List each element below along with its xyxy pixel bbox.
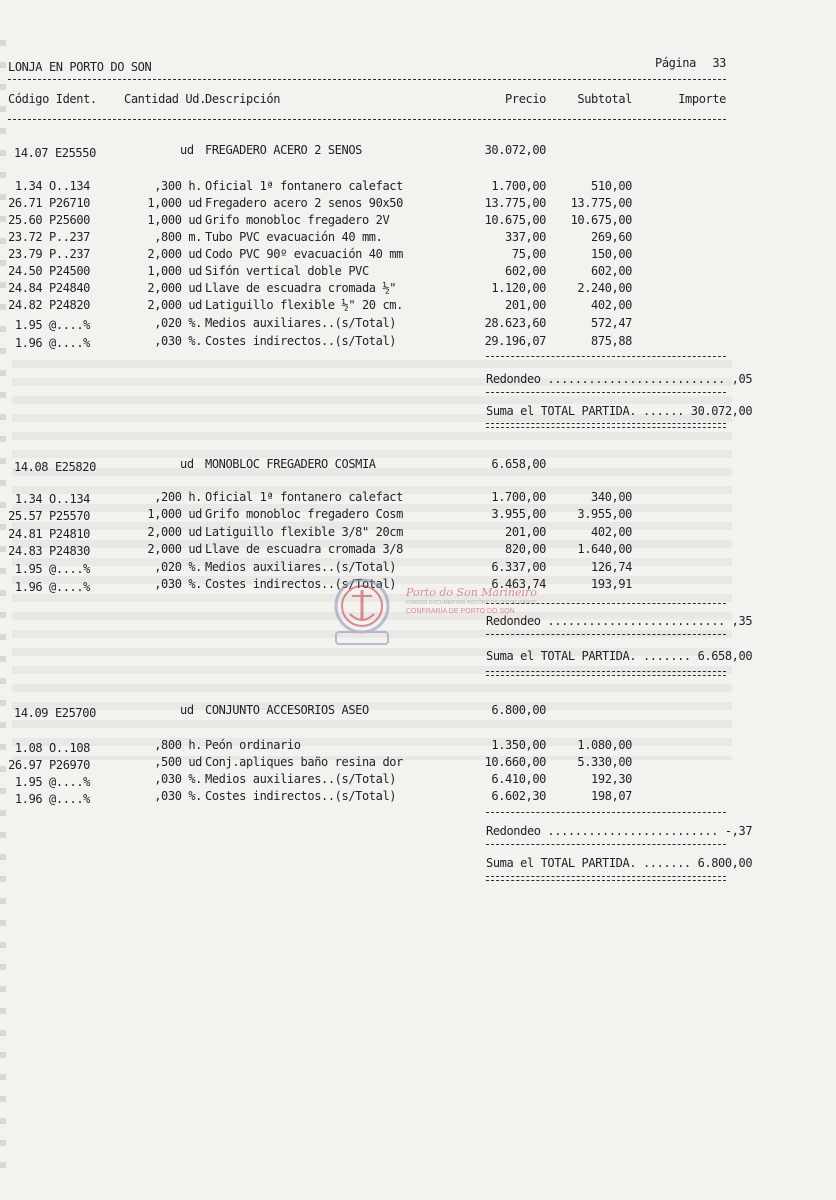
line-code: 1.34 O..134 [14, 179, 90, 193]
line-desc: Grifo monobloc fregadero 2V [205, 213, 390, 227]
line-desc: Costes indirectos..(s/Total) [205, 577, 397, 591]
line-price: 6.602,30 [491, 789, 546, 803]
line-subtotal: 402,00 [591, 525, 632, 539]
partida-unit: ud [180, 457, 194, 471]
col-importe: Importe [678, 92, 726, 106]
binding-holes [0, 40, 6, 1180]
line-qty: ,030 %. [154, 334, 202, 348]
line-price: 201,00 [505, 298, 546, 312]
line-subtotal: 602,00 [591, 264, 632, 278]
line-subtotal: 10.675,00 [570, 213, 632, 227]
partida-price: 30.072,00 [484, 143, 546, 157]
header-rule [8, 79, 726, 80]
line-subtotal: 192,30 [591, 772, 632, 786]
line-qty: ,020 %. [154, 560, 202, 574]
partida-description: MONOBLOC FREGADERO COSMIA [205, 457, 376, 471]
line-code: 24.50 P24500 [8, 264, 90, 278]
line-qty: ,030 %. [154, 772, 202, 786]
columns-rule [8, 119, 726, 120]
line-price: 1.350,00 [491, 738, 546, 752]
line-code: 23.79 P..237 [8, 247, 90, 261]
line-code: 1.96 @....% [14, 580, 90, 594]
line-code: 1.96 @....% [14, 792, 90, 806]
subtotal-rule [486, 392, 726, 393]
line-desc: Costes indirectos..(s/Total) [205, 789, 397, 803]
line-price: 13.775,00 [484, 196, 546, 210]
line-price: 28.623,60 [484, 316, 546, 330]
line-desc: Costes indirectos..(s/Total) [205, 334, 397, 348]
line-desc: Llave de escuadra cromada ½" [205, 281, 397, 295]
line-subtotal: 572,47 [591, 316, 632, 330]
line-desc: Latiguillo flexible ½" 20 cm. [205, 298, 403, 312]
line-code: 1.08 O..108 [14, 741, 90, 755]
line-subtotal: 5.330,00 [577, 755, 632, 769]
page-label: Página [655, 56, 696, 70]
partida-description: FREGADERO ACERO 2 SENOS [205, 143, 362, 157]
total-double-rule [486, 671, 726, 676]
line-code: 1.95 @....% [14, 775, 90, 789]
line-price: 820,00 [505, 542, 546, 556]
col-cantidad-ud: Cantidad Ud. [124, 92, 206, 106]
line-desc: Tubo PVC evacuación 40 mm. [205, 230, 383, 244]
subtotal-rule [486, 812, 726, 813]
partida-unit: ud [180, 703, 194, 717]
line-code: 1.96 @....% [14, 336, 90, 350]
line-code: 1.95 @....% [14, 318, 90, 332]
subtotal-rule [486, 844, 726, 845]
line-subtotal: 1.080,00 [577, 738, 632, 752]
line-qty: 2,000 ud [147, 525, 202, 539]
line-price: 1.120,00 [491, 281, 546, 295]
col-code-ident: Código Ident. [8, 92, 97, 106]
line-code: 1.95 @....% [14, 562, 90, 576]
line-desc: Oficial 1ª fontanero calefact [205, 179, 403, 193]
partida-code: 14.07 E25550 [14, 146, 96, 160]
line-qty: ,800 h. [154, 738, 202, 752]
line-price: 6.463,74 [491, 577, 546, 591]
line-price: 337,00 [505, 230, 546, 244]
line-subtotal: 875,88 [591, 334, 632, 348]
line-qty: 1,000 ud [147, 196, 202, 210]
line-qty: 2,000 ud [147, 542, 202, 556]
line-code: 25.60 P25600 [8, 213, 90, 227]
partida-price: 6.800,00 [491, 703, 546, 717]
line-price: 10.675,00 [484, 213, 546, 227]
line-price: 10.660,00 [484, 755, 546, 769]
line-subtotal: 269,60 [591, 230, 632, 244]
line-subtotal: 150,00 [591, 247, 632, 261]
line-code: 26.97 P26970 [8, 758, 90, 772]
line-subtotal: 510,00 [591, 179, 632, 193]
line-code: 1.34 O..134 [14, 492, 90, 506]
line-price: 3.955,00 [491, 507, 546, 521]
redondeo-line: Redondeo .......................... ,35 [486, 614, 753, 628]
line-desc: Codo PVC 90º evacuación 40 mm [205, 247, 403, 261]
line-subtotal: 3.955,00 [577, 507, 632, 521]
line-code: 26.71 P26710 [8, 196, 90, 210]
line-code: 24.81 P24810 [8, 527, 90, 541]
line-qty: ,800 m. [154, 230, 202, 244]
stamp-subtitle: FONDOS DOCUMENTAIS HISTÓRICOS DIXITALIZADOS [406, 600, 537, 606]
subtotal-rule [486, 356, 726, 357]
line-price: 6.410,00 [491, 772, 546, 786]
line-qty: ,300 h. [154, 179, 202, 193]
partida-description: CONJUNTO ACCESORIOS ASEO [205, 703, 369, 717]
line-subtotal: 198,07 [591, 789, 632, 803]
line-price: 602,00 [505, 264, 546, 278]
line-desc: Oficial 1ª fontanero calefact [205, 490, 403, 504]
line-qty: 2,000 ud [147, 298, 202, 312]
line-price: 201,00 [505, 525, 546, 539]
line-subtotal: 1.640,00 [577, 542, 632, 556]
line-desc: Llave de escuadra cromada 3/8 [205, 542, 403, 556]
line-qty: 1,000 ud [147, 507, 202, 521]
redondeo-line: Redondeo .......................... ,05 [486, 372, 753, 386]
subtotal-rule [486, 634, 726, 635]
document-title: LONJA EN PORTO DO SON [8, 60, 152, 74]
line-qty: ,500 ud [154, 755, 202, 769]
suma-total-line: Suma el TOTAL PARTIDA. ...... 30.072,00 [486, 404, 753, 418]
line-desc: Medios auxiliares..(s/Total) [205, 560, 397, 574]
anchor-seal-icon [322, 572, 402, 650]
line-desc: Grifo monobloc fregadero Cosm [205, 507, 403, 521]
partida-code: 14.09 E25700 [14, 706, 96, 720]
stamp-name: Porto do Son Mariñeiro [406, 586, 537, 599]
col-descripcion: Descripción [205, 92, 281, 106]
suma-total-line: Suma el TOTAL PARTIDA. ....... 6.658,00 [486, 649, 753, 663]
col-precio: Precio [505, 92, 546, 106]
suma-total-line: Suma el TOTAL PARTIDA. ....... 6.800,00 [486, 856, 753, 870]
line-qty: 2,000 ud [147, 247, 202, 261]
total-double-rule [486, 876, 726, 881]
total-double-rule [486, 423, 726, 428]
line-price: 75,00 [511, 247, 546, 261]
line-qty: ,200 h. [154, 490, 202, 504]
line-code: 24.84 P24840 [8, 281, 90, 295]
line-desc: Peón ordinario [205, 738, 301, 752]
line-qty: ,020 %. [154, 316, 202, 330]
line-subtotal: 2.240,00 [577, 281, 632, 295]
line-price: 6.337,00 [491, 560, 546, 574]
line-qty: 1,000 ud [147, 264, 202, 278]
line-code: 23.72 P..237 [8, 230, 90, 244]
line-code: 24.83 P24830 [8, 544, 90, 558]
line-code: 24.82 P24820 [8, 298, 90, 312]
partida-code: 14.08 E25820 [14, 460, 96, 474]
line-price: 1.700,00 [491, 179, 546, 193]
line-desc: Fregadero acero 2 senos 90x50 [205, 196, 403, 210]
line-code: 25.57 P25570 [8, 509, 90, 523]
partida-price: 6.658,00 [491, 457, 546, 471]
line-price: 29.196,07 [484, 334, 546, 348]
line-subtotal: 193,91 [591, 577, 632, 591]
line-qty: ,030 %. [154, 789, 202, 803]
line-qty: ,030 %. [154, 577, 202, 591]
line-desc: Sifón vertical doble PVC [205, 264, 369, 278]
line-desc: Medios auxiliares..(s/Total) [205, 316, 397, 330]
archive-stamp [322, 572, 537, 652]
line-qty: 2,000 ud [147, 281, 202, 295]
line-subtotal: 402,00 [591, 298, 632, 312]
redondeo-line: Redondeo ......................... -,37 [486, 824, 753, 838]
line-desc: Conj.apliques baño resina dor [205, 755, 403, 769]
line-subtotal: 340,00 [591, 490, 632, 504]
page-number: 33 [712, 56, 726, 70]
col-subtotal: Subtotal [577, 92, 632, 106]
line-subtotal: 126,74 [591, 560, 632, 574]
line-price: 1.700,00 [491, 490, 546, 504]
line-desc: Latiguillo flexible 3/8" 20cm [205, 525, 403, 539]
stamp-org: CONFRARÍA DE PORTO DO SON [406, 608, 515, 615]
line-qty: 1,000 ud [147, 213, 202, 227]
line-subtotal: 13.775,00 [570, 196, 632, 210]
partida-unit: ud [180, 143, 194, 157]
line-desc: Medios auxiliares..(s/Total) [205, 772, 397, 786]
